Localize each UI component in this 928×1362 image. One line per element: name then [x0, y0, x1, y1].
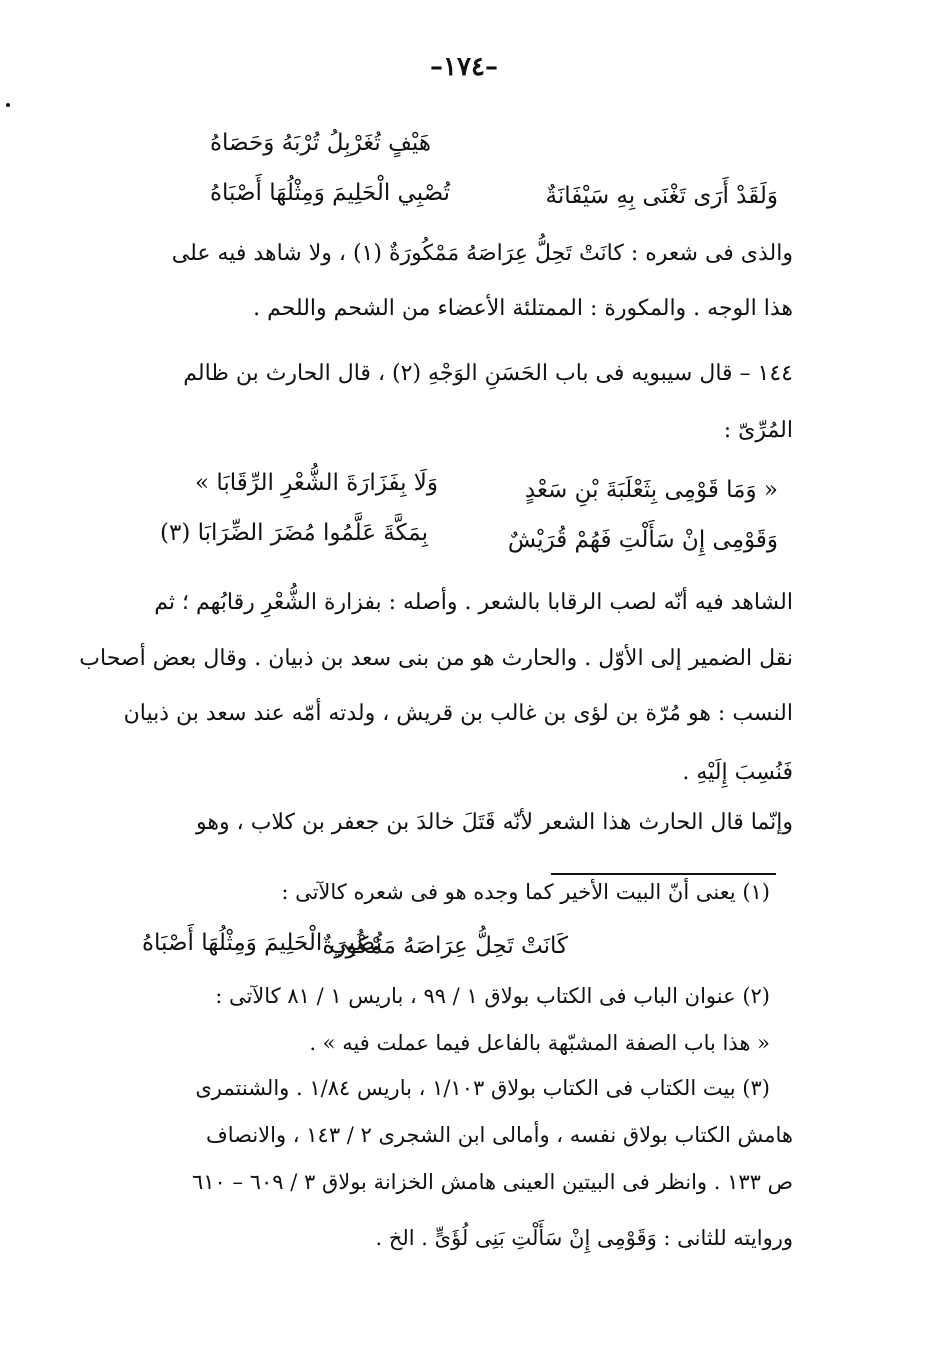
verse-2-line-2-first-hemistich: وَقَوْمِى إِنْ سَأَلْتِ فَهُمْ قُرَيْشٌ — [507, 527, 778, 553]
paragraph-3-line-3: النسب : هو مُرّة بن لؤى بن غالب بن قريش ، ولدته أمّه عند سعد بن ذبيان — [123, 701, 793, 726]
page-number: –١٧٤– — [430, 52, 498, 82]
verse-2-line-1-first-hemistich: « وَمَا قَوْمِى بِثَعْلَبَةَ بْنِ سَعْدٍ — [524, 477, 778, 503]
footnote-1-verse-first-hemistich: كَانَتْ تَحِلُّ عِرَاصَهُ مَمْكُورَةٌ — [322, 933, 568, 959]
entry-144-line-2: المُرِّىّ : — [723, 418, 793, 443]
entry-144-line-1: ١٤٤ – قال سيبويه فى باب الحَسَنِ الوَجْهِ (٢) ، قال الحارث بن ظالم — [183, 361, 793, 386]
verse-2-line-2-second-hemistich: بِمَكَّةَ عَلَّمُوا مُضَرَ الضِّرَابَا (٣) — [160, 520, 428, 546]
paragraph-1-line-1: والذى فى شعره : كانَتْ تَحِلُّ عِرَاصَهُ مَمْكُورَةٌ (١) ، ولا شاهد فيه على — [171, 241, 793, 266]
paragraph-3-line-4: فَنُسِبَ إِلَيْهِ . — [682, 760, 793, 785]
footnote-3-line-4: وروايته للثانى : وَقَوْمِى إِنْ سَأَلْتِ بَنِى لُؤَىٍّ . الخ . — [375, 1226, 793, 1250]
footnote-3-line-2: هامش الكتاب بولاق نفسه ، وأمالى ابن الشجرى ٢ / ١٤٣ ، والانصاف — [205, 1123, 793, 1147]
paragraph-4-line-1: وإنّما قال الحارث هذا الشعر لأنّه قَتَلَ خالدَ بن جعفر بن كلاب ، وهو — [196, 810, 793, 835]
footnote-separator — [551, 873, 776, 875]
verse-1-line-2-second-hemistich: تُصْبِي الْحَلِيمَ وَمِثْلُهَا أَصْبَاهُ — [210, 180, 451, 206]
footnote-1-line-1: (١) يعنى أنّ البيت الأخير كما وجده هو فى شعره كالآتى : — [281, 880, 770, 904]
footnote-3-line-3: ص ١٣٣ . وانظر فى البيتين العينى هامش الخزانة بولاق ٣ / ٦٠٩ – ٦١٠ — [192, 1170, 793, 1194]
margin-speck — [6, 103, 10, 107]
verse-1-line-2-first-hemistich: وَلَقَدْ أَرَى تَغْنَى بِهِ سَيْفَانَةٌ — [545, 183, 778, 209]
footnote-3-line-1: (٣) بيت الكتاب فى الكتاب بولاق ١/١٠٣ ، باريس ١/٨٤ . والشنتمرى — [195, 1076, 770, 1100]
verse-1-line-1-second-hemistich: هَيْفٍ تُغَرْبِلُ تُرْبَهُ وَحَصَاهُ — [210, 130, 431, 156]
footnote-2-line-2: « هذا باب الصفة المشبّهة بالفاعل فيما عملت فيه » . — [309, 1031, 770, 1055]
paragraph-3-line-2: نقل الضمير إلى الأوّل . والحارث هو من بنى سعد بن ذبيان . وقال بعض أصحاب — [79, 646, 793, 671]
footnote-1-verse-second-hemistich: تُصْبِي الْحَلِيمَ وَمِثْلُهَا أَصْبَاهُ — [142, 930, 383, 956]
paragraph-3-line-1: الشاهد فيه أنّه لصب الرقابا بالشعر . وأصله : بفزارة الشُّعْرِ رقابُهم ؛ ثم — [154, 590, 793, 615]
footnote-2-line-1: (٢) عنوان الباب فى الكتاب بولاق ١ / ٩٩ ، باريس ١ / ٨١ كالآتى : — [215, 984, 770, 1008]
verse-2-line-1-second-hemistich: وَلَا بِفَزَارَةَ الشُّعْرِ الرِّقَابَا » — [195, 470, 439, 496]
paragraph-1-line-2: هذا الوجه . والمكورة : الممتلئة الأعضاء من الشحم واللحم . — [253, 296, 793, 321]
